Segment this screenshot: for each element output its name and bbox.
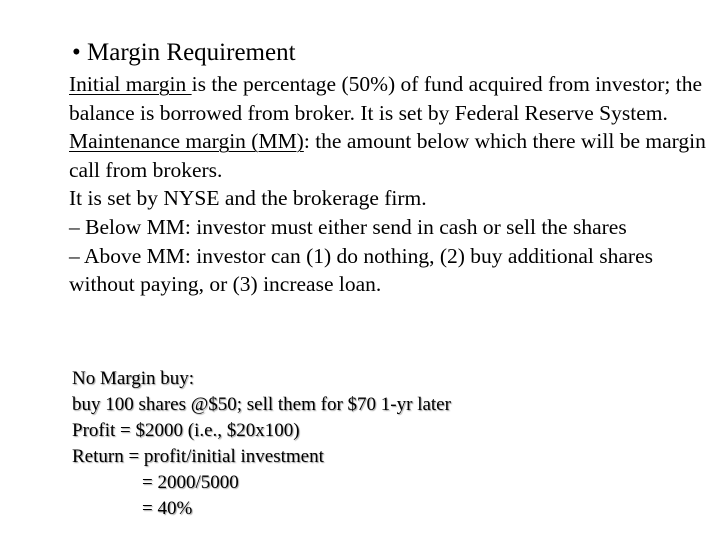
above-mm-paragraph: – Above MM: investor can (1) do nothing, (2) buy additional shares without paying, or (3) increase loan.: [69, 243, 653, 297]
slide-title: • Margin Requirement: [72, 39, 296, 66]
example-line-purchase: buy 100 shares @$50; sell them for $70 1-yr later: [72, 394, 451, 415]
slide-body: [69, 70, 709, 299]
initial-margin-paragraph: [69, 70, 709, 127]
maintenance-margin-term: Maintenance margin (MM): [69, 129, 304, 154]
set-by-paragraph: It is set by NYSE and the brokerage firm.: [69, 186, 427, 211]
example-line-percent: = 40%: [142, 498, 193, 519]
maintenance-margin-text: : the amount below which there will be margin call from brokers.: [69, 129, 706, 182]
maintenance-margin-paragraph: [69, 127, 709, 184]
no-margin-example: [72, 366, 451, 522]
example-line-return: Return = profit/initial investment: [72, 446, 324, 467]
example-line-ratio: = 2000/5000: [142, 472, 239, 493]
below-mm-paragraph: – Below MM: investor must either send in cash or sell the shares: [69, 214, 627, 239]
initial-margin-term: Initial margin: [69, 72, 192, 96]
example-heading: No Margin buy:: [72, 368, 195, 389]
example-line-profit: Profit = $2000 (i.e., $20x100): [72, 420, 300, 441]
initial-margin-text: is the percentage (50%) of fund acquired from investor; the balance is borrowed from broker. It is set by Federal Reserve System.: [69, 72, 703, 125]
